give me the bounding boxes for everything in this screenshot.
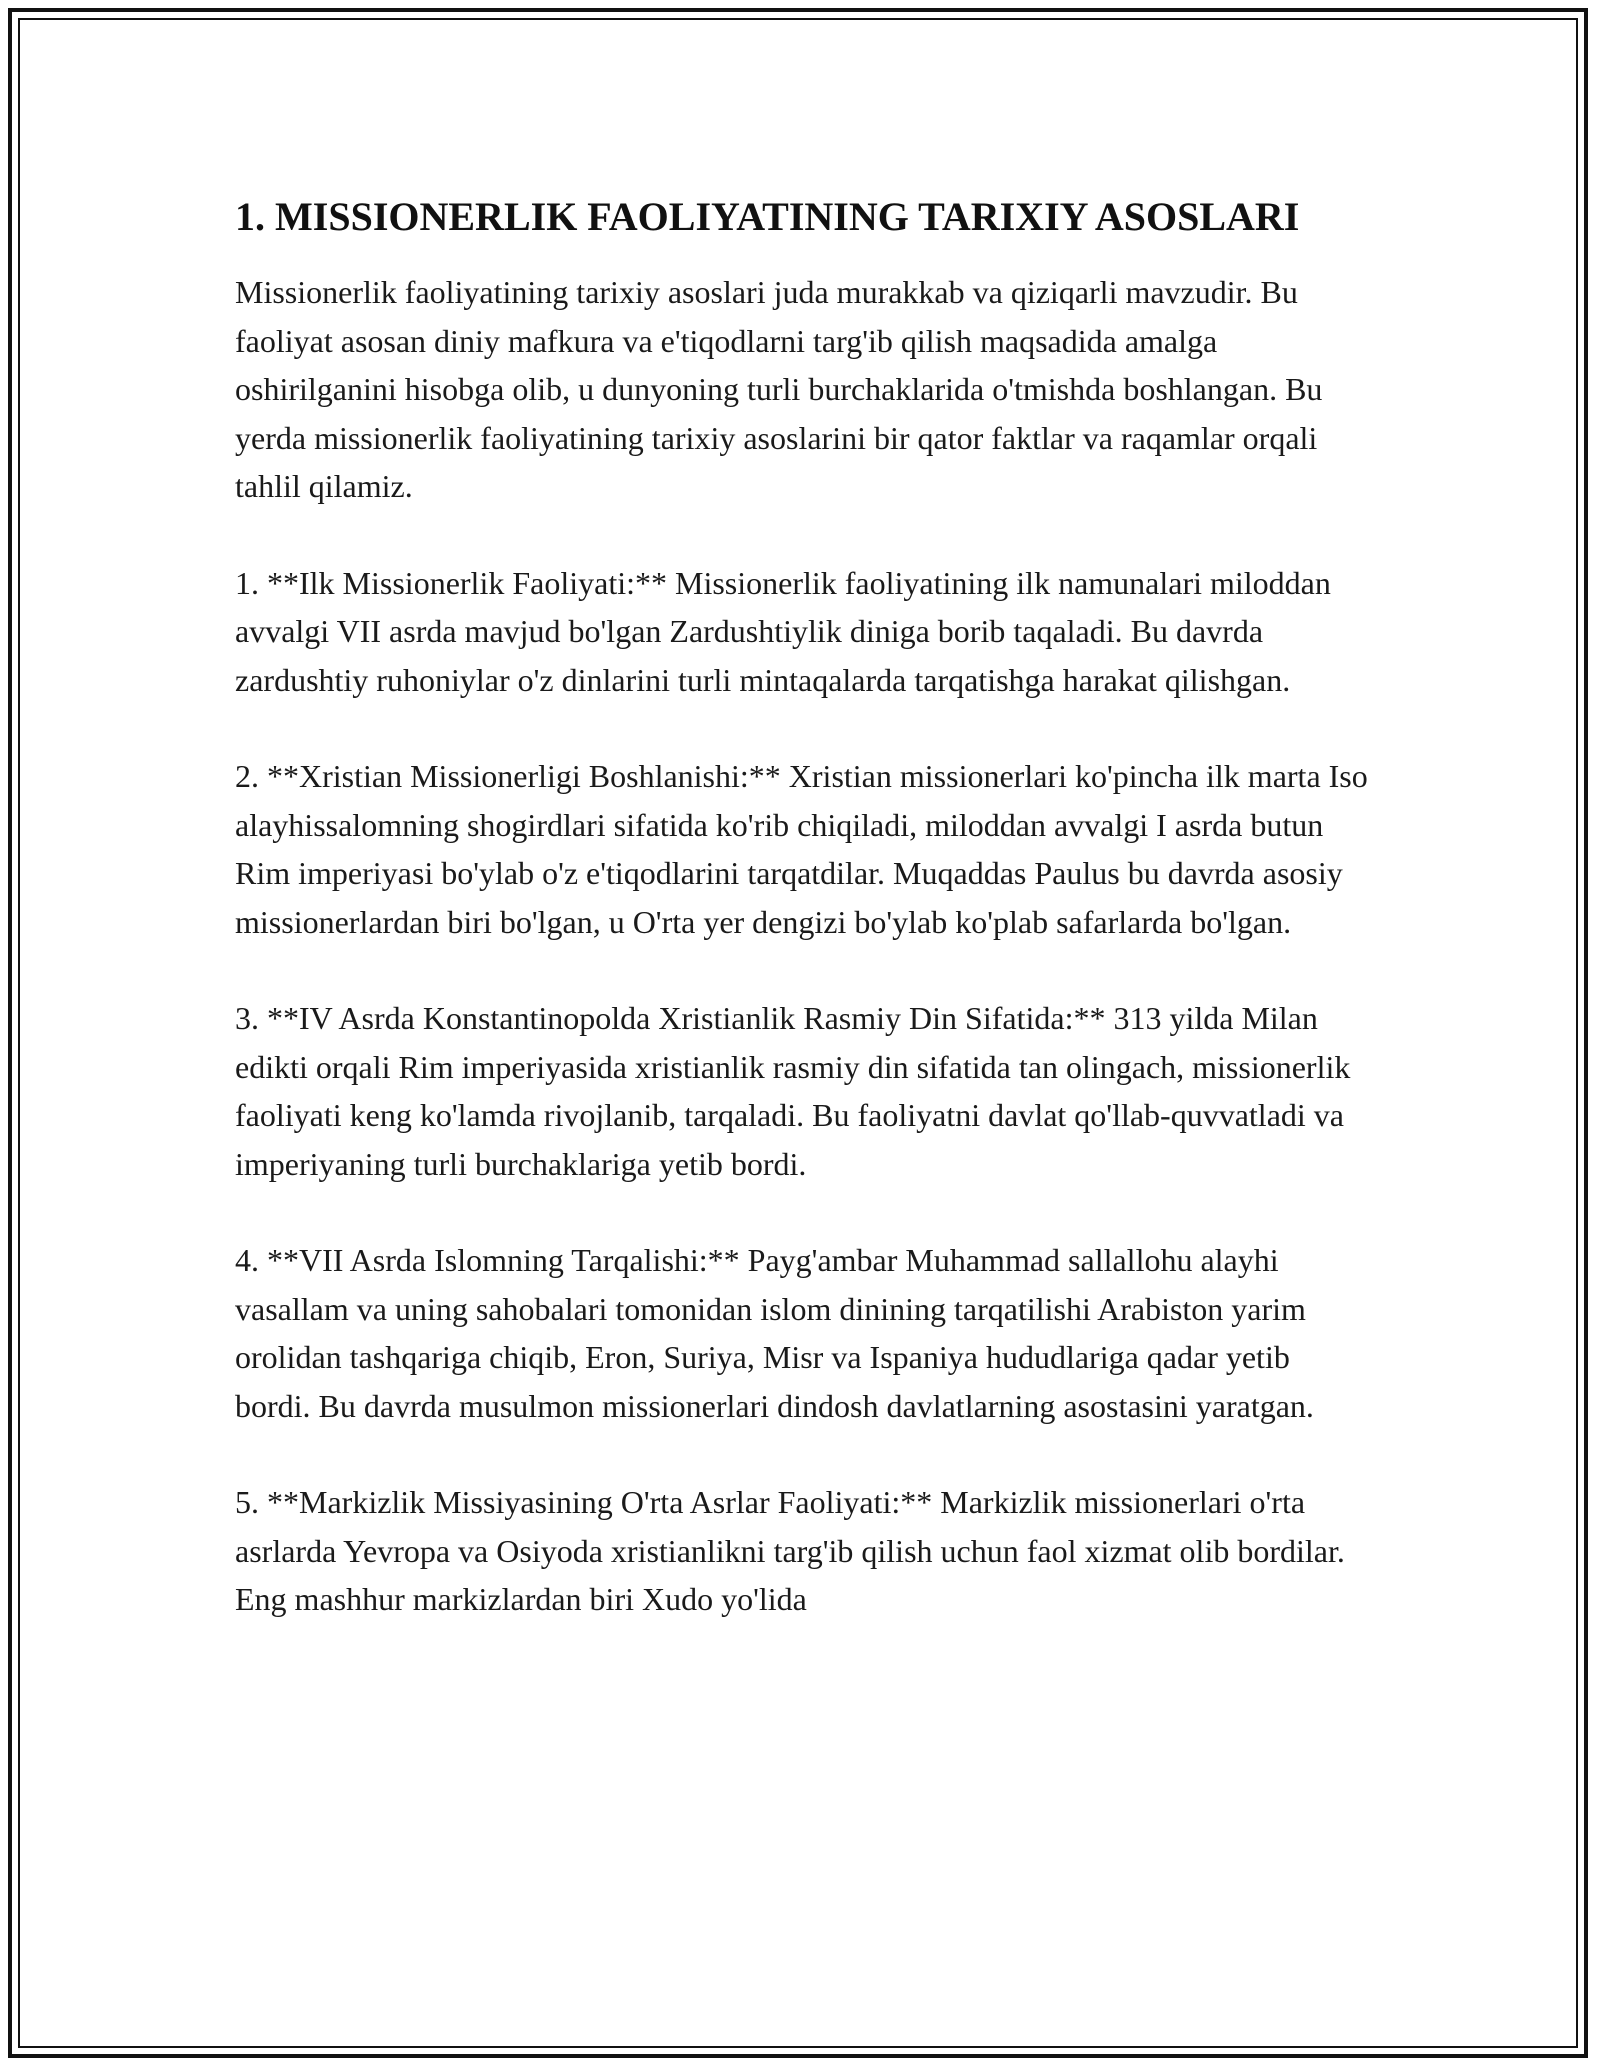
list-item-4: 4. **VII Asrda Islomning Tarqalishi:** Payg'ambar Muhammad sallallohu alayhi vasallam va uning sahobalari tomonidan islom dinining tarqatilishi Arabiston yarim orolidan tashqariga chiqib, Eron, Suriya, Misr va Ispaniya hududlariga qadar yetib bordi. Bu davrda musulmon missionerlari dindosh davlatlarning asostasini yaratgan.	[235, 1242, 1314, 1424]
section-title: 1. MISSIONERLIK FAOLIYATINING TARIXIY ASOSLARI	[235, 194, 1300, 239]
list-item-1: 1. **Ilk Missionerlik Faoliyati:** Missionerlik faoliyatining ilk namunalari miloddan avvalgi VII asrda mavjud bo'lgan Zardushtiylik diniga borib taqaladi. Bu davrda zardushtiy ruhoniylar o'z dinlarini turli mintaqalarda tarqatishga harakat qilishgan.	[235, 564, 1331, 698]
list-item-3: 3. **IV Asrda Konstantinopolda Xristianlik Rasmiy Din Sifatida:** 313 yilda Milan edikti orqali Rim imperiyasida xristianlik rasmiy din sifatida tan olingach, missionerlik faoliyati keng ko'lamda rivojlanib, tarqaladi. Bu faoliyatni davlat qo'llab-quvvatladi va imperiyaning turli burchaklariga yetib bordi.	[235, 1000, 1351, 1182]
document-body	[235, 190, 1370, 1672]
list-item-2: 2. **Xristian Missionerligi Boshlanishi:** Xristian missionerlari ko'pincha ilk marta Iso alayhissalomning shogirdlari sifatida ko'rib chiqiladi, miloddan avvalgi I asrda butun Rim imperiyasi bo'ylab o'z e'tiqodlarini tarqatdilar. Muqaddas Paulus bu davrda asosiy missionerlardan biri bo'lgan, u O'rta yer dengizi bo'ylab ko'plab safarlarda bo'lgan.	[235, 758, 1368, 940]
intro-paragraph: Missionerlik faoliyatining tarixiy asoslari juda murakkab va qiziqarli mavzudir. Bu faoliyat asosan diniy mafkura va e'tiqodlarni targ'ib qilish maqsadida amalga oshirilganini hisobga olib, u dunyoning turli burchaklarida o'tmishda boshlangan. Bu yerda missionerlik faoliyatining tarixiy asoslarini bir qator faktlar va raqamlar orqali tahlil qilamiz.	[235, 274, 1323, 504]
list-item-5: 5. **Markizlik Missiyasining O'rta Asrlar Faoliyati:** Markizlik missionerlari o'rta asrlarda Yevropa va Osiyoda xristianlikni targ'ib qilish uchun faol xizmat olib bordilar. Eng mashhur markizlardan biri Xudo yo'lida	[235, 1484, 1345, 1617]
